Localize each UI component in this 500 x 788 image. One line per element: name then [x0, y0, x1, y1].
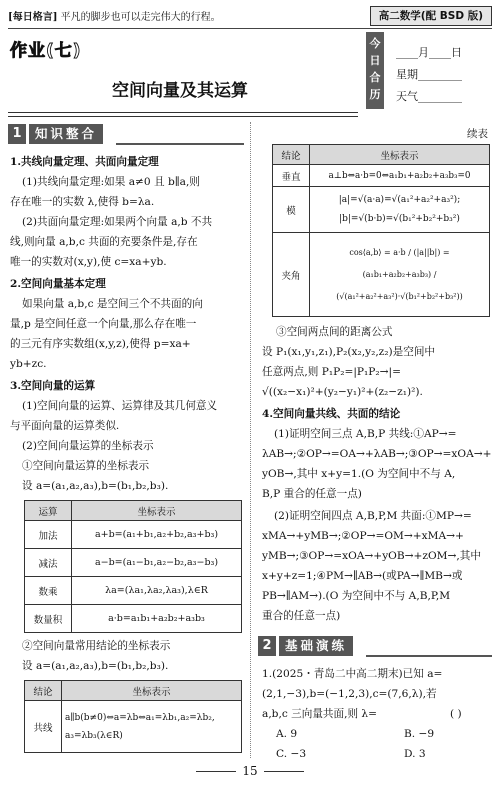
page-number: 15 — [242, 764, 258, 778]
text-line: 设 a=(a₁,a₂,a₃),b=(b₁,b₂,b₃). — [22, 480, 169, 492]
table-cell — [62, 701, 242, 753]
text-line: 设 P₁(x₁,y₁,z₁),P₂(x₂,y₂,z₂)是空间中 — [262, 346, 436, 358]
table-cell — [310, 187, 490, 233]
table-cell: 数量积 — [25, 605, 72, 633]
operations-table — [24, 500, 242, 633]
cell-line: (a₁b₁+a₂b₂+a₃b₃) / (√(a₁²+a₂²+a₃²)·√(b₁²+b₂²+b₃²)) — [336, 269, 463, 301]
page-title: 空间向量及其运算 — [112, 81, 248, 101]
title-divider — [8, 112, 358, 117]
motto-text: 平凡的脚步也可以走完伟大的行程。 — [60, 12, 221, 23]
text-line: ①空间向量运算的坐标表示 — [22, 460, 150, 472]
text-line: xMA→+yMB→;②OP→=OM→+xMA→+ — [262, 530, 464, 542]
text-line: 重合的任意一点) — [262, 610, 341, 622]
text-line: ③空间两点间的距离公式 — [276, 326, 393, 338]
question-line: 1.(2025・青岛二中高二期末)已知 a= — [262, 668, 443, 680]
table-cell: 加法 — [25, 521, 72, 549]
text-line: PB→∥AM→).(O 为空间中不与 A,B,P,M — [262, 590, 451, 602]
heading-1: 1.共线向量定理、共面向量定理 — [10, 156, 159, 168]
table-header: 结论 — [273, 145, 310, 165]
collinear-table — [24, 680, 242, 753]
table-cell — [310, 233, 490, 317]
heading-2: 2.空间向量基本定理 — [10, 278, 106, 290]
page-header — [8, 6, 492, 29]
homework-number: 作业(七) — [10, 41, 82, 61]
text-line: x+y+z=1;④PM→∥AB→(或PA→∥MB→或 — [262, 570, 463, 582]
continued-label: 续表 — [467, 128, 488, 140]
cell-line: a∥b(b≠0)⇔a=λb⇔a₁=λb₁,a₂=λb₂, — [65, 712, 215, 723]
weekday-field: 星期________ — [396, 68, 462, 81]
cell-line: |b|=√(b·b)=√(b₁²+b₂²+b₃²) — [339, 213, 460, 224]
table-header: 坐标表示 — [310, 145, 490, 165]
text-line: 线,则向量 a,b,c 共面的充要条件是,存在 — [10, 236, 198, 248]
section-number: 1 — [8, 124, 26, 144]
table-cell: λa=(λa₁,λa₂,λa₃),λ∈R — [72, 577, 242, 605]
strip-char: 日 — [369, 54, 381, 67]
cell-line: a₃=λb₃(λ∈R) — [65, 730, 123, 741]
text-line: 与平面向量的运算类似. — [10, 420, 120, 432]
option-d: D. 3 — [404, 748, 426, 760]
text-line: 任意两点,则 P₁P₂=|P₁P₂→|= — [262, 366, 401, 378]
grade-badge: 高二数学(配 BSD 版) — [370, 6, 492, 26]
text-line: √((x₂−x₁)²+(y₂−y₁)²+(z₂−z₁)²). — [262, 386, 423, 398]
heading-4: 4.空间向量共线、共面的结论 — [262, 408, 401, 420]
cell-line: cos⟨a,b⟩ = a·b / (|a||b|) = — [349, 247, 450, 257]
section-knowledge — [8, 124, 244, 146]
text-line: (2)空间向量运算的坐标表示 — [22, 440, 154, 452]
table-cell: 减法 — [25, 549, 72, 577]
question-line: a,b,c 三向量共面,则 λ= — [262, 708, 378, 720]
cell-line: |a|=√(a·a)=√(a₁²+a₂²+a₃²); — [338, 194, 461, 205]
motto-tag: [每日格言] — [8, 12, 58, 23]
text-line: (1)空间向量的运算、运算律及其几何意义 — [22, 400, 218, 412]
footer-rule — [264, 771, 304, 772]
table-cell: a−b=(a₁−b₁,a₂−b₂,a₃−b₃) — [72, 549, 242, 577]
table-cell: 垂直 — [273, 165, 310, 187]
text-line: yb+zc. — [10, 358, 47, 370]
table-cell: a+b=(a₁+b₁,a₂+b₂,a₃+b₃) — [72, 521, 242, 549]
strip-char: 今 — [369, 37, 381, 50]
daily-motto — [8, 8, 221, 23]
section-label: 基础演练 — [279, 636, 353, 656]
text-line: 的三元有序实数组(x,y,z),使得 p=xa+ — [10, 338, 191, 350]
table-header: 结论 — [25, 681, 62, 701]
section-rule — [366, 655, 492, 657]
text-line: B,P 重合的任意一点) — [262, 488, 362, 500]
text-line: λAB→;②OP→=OA→+λAB→;③OP→=xOA→+ — [262, 448, 492, 460]
option-b: B. −9 — [404, 728, 435, 740]
section-label: 知识整合 — [29, 124, 103, 144]
text-line: (1)共线向量定理:如果 a≠0 且 b∥a,则 — [22, 176, 200, 188]
answer-blank: ( ) — [450, 708, 462, 720]
text-line: 存在唯一的实数 λ,使得 b=λa. — [10, 196, 155, 208]
text-line: 如果向量 a,b,c 是空间三个不共面的向 — [22, 298, 203, 310]
table-cell: 夹角 — [273, 233, 310, 317]
text-line: 唯一的实数对(x,y),使 c=xa+yb. — [10, 256, 167, 268]
text-line: (2)共面向量定理:如果两个向量 a,b 不共 — [22, 216, 213, 228]
option-a: A. 9 — [276, 728, 298, 740]
text-line: (1)证明空间三点 A,B,P 共线:①AP→= — [274, 428, 457, 440]
table-cell: a⊥b⇔a·b=0⇔a₁b₁+a₂b₂+a₃b₃=0 — [310, 165, 490, 187]
weather-field: 天气________ — [396, 90, 462, 103]
heading-3: 3.空间向量的运算 — [10, 380, 96, 392]
date-box-strip — [366, 32, 384, 109]
text-line: yOB→,其中 x+y=1.(O 为空间中不与 A, — [262, 468, 456, 480]
page-footer — [0, 764, 500, 778]
table-cell: 模 — [273, 187, 310, 233]
table-cell: a·b=a₁b₁+a₂b₂+a₃b₃ — [72, 605, 242, 633]
option-c: C. −3 — [276, 748, 307, 760]
question-line: (2,1,−3),b=(−1,2,3),c=(7,6,λ),若 — [262, 688, 437, 700]
column-divider — [250, 122, 251, 758]
formula-table — [272, 144, 490, 317]
text-line: (2)证明空间四点 A,B,P,M 共面:①MP→= — [274, 510, 472, 522]
date-field: ____月____日 — [396, 46, 462, 59]
strip-char: 历 — [369, 88, 381, 101]
section-rule — [116, 143, 244, 145]
table-cell: 共线 — [25, 701, 62, 753]
section-practice — [258, 636, 492, 658]
text-line: yMB→;③OP→=xOA→+yOB→+zOM→,其中 — [262, 550, 481, 562]
table-header: 坐标表示 — [72, 501, 242, 521]
text-line: 设 a=(a₁,a₂,a₃),b=(b₁,b₂,b₃). — [22, 660, 169, 672]
section-number: 2 — [258, 636, 276, 656]
text-line: ②空间向量常用结论的坐标表示 — [22, 640, 171, 652]
table-cell: 数乘 — [25, 577, 72, 605]
strip-char: 合 — [369, 71, 381, 84]
text-line: 量,p 是空间任意一个向量,那么存在唯一 — [10, 318, 197, 330]
footer-rule — [196, 771, 236, 772]
table-header: 运算 — [25, 501, 72, 521]
table-header: 坐标表示 — [62, 681, 242, 701]
date-box — [366, 32, 490, 108]
